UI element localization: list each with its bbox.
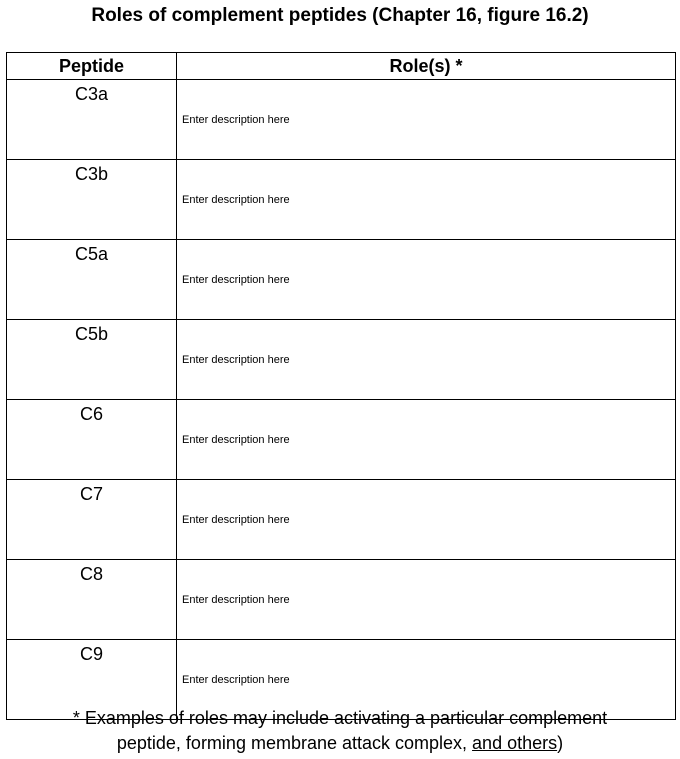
table-row [7,80,676,160]
table-header-row [7,53,676,80]
peptide-cell: C3a [7,80,177,160]
table-row [7,400,676,480]
table-row [7,480,676,560]
peptide-cell: C5b [7,320,177,400]
roles-table [6,52,676,720]
role-cell [177,80,676,160]
description-field[interactable]: Enter description here [182,433,290,446]
role-cell [177,480,676,560]
peptide-cell: C5a [7,240,177,320]
description-field[interactable]: Enter description here [182,673,290,686]
role-cell [177,160,676,240]
description-field[interactable]: Enter description here [182,513,290,526]
role-cell [177,320,676,400]
peptide-column-header: Peptide [7,53,177,80]
footnote-line-2 [0,731,680,756]
peptide-cell: C6 [7,400,177,480]
footnote-line-2-end: ) [557,733,564,753]
footnote-line-1: * Examples of roles may include activating a particular complement [72,708,608,728]
peptide-cell: C9 [7,640,177,720]
role-cell [177,400,676,480]
description-field[interactable]: Enter description here [182,113,290,126]
description-field[interactable]: Enter description here [182,353,290,366]
roles-column-header: Role(s) * [177,53,676,80]
peptide-cell: C8 [7,560,177,640]
page-title: Roles of complement peptides (Chapter 16, figure 16.2) [91,5,589,26]
description-field[interactable]: Enter description here [182,593,290,606]
table-row [7,320,676,400]
table-row [7,160,676,240]
description-field[interactable]: Enter description here [182,193,290,206]
footnote-underlined-text: and others [472,733,558,753]
table-row [7,240,676,320]
footnote-line-2-start: peptide, forming membrane attack complex, [116,733,473,753]
footnote [0,706,680,756]
description-field[interactable]: Enter description here [182,273,290,286]
table-row [7,560,676,640]
peptide-cell: C3b [7,160,177,240]
role-cell [177,560,676,640]
role-cell [177,240,676,320]
peptide-cell: C7 [7,480,177,560]
